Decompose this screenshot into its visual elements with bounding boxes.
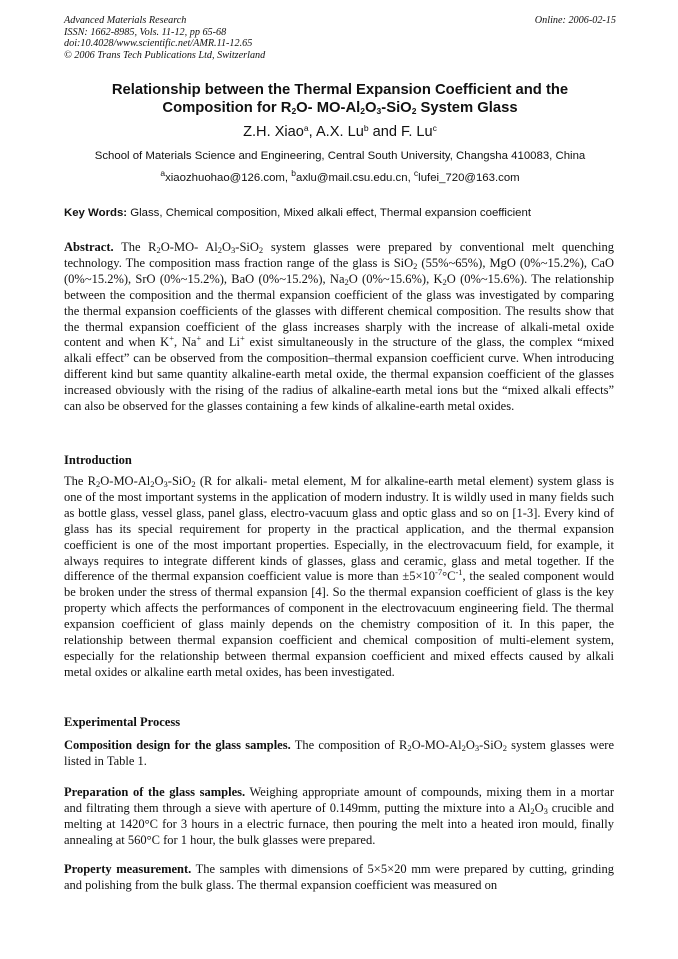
abstract-label: Abstract. [64,240,114,254]
journal-header [64,15,616,61]
property-paragraph: Property measurement. The samples with dimensions of 5×5×20 mm were prepared by cutting, grinding and polishing from the bulk glass. The thermal expansion coefficient was measured on [64,862,614,892]
paper-title [60,81,620,117]
introduction-paragraph: The $R_2O-MO-Al_2O_3-SiO_2$ (R for alkali- metal element, M for alkaline-earth metal element) system glass is one of the most important systems in the application of modern industry. It is wildly used in many fields such as bottle glass, vessel glass, panel glass, electro-vacuum glass and optic glass and so on [1-3]. Every kind of glass has its special requirement for property in the practical application, and the thermal expansion coefficient is one of the most important properties. Especially, in the electrovacuum field, for example, it always requires to integrate different kinds of glasses, glass and ceramic, glass and metal together. If the difference of the thermal expansion coefficient value is more than $\pm 5\times 10^{-7}^\circ C^{-1}$, the sealed component would be broken under the stress of thermal expansion [4]. So the thermal expansion coefficient of glass is the key property which affects the performances of component in the electrovacuum engineering field. The thermal expansion coefficient of glass mainly depends on the chemistry composition of it. In this paper, the relationship between thermal expansion coefficient and chemical composition of multi-element system, especially for the relationship between thermal expansion coefficient and mixed effects caused by alkali metal oxides or alkaline earth metal oxides, has been investigated. [64,474,614,679]
author-1: Z.H. Xiao [243,124,304,140]
experimental-heading: Experimental Process [64,715,181,729]
author-emails: $^a$xiaozhuohao@126.com, $^b$axlu@mail.csu.edu.cn, $^c$lufei_720@163.com [160,168,520,184]
email-c[interactable]: lufei_720@163.com [418,172,520,184]
title-line-1: Relationship between the Thermal Expansion Coefficient and the [111,82,569,98]
title-line-2: Composition for $R_2O-$ $MO-Al_2O_3-SiO_2$ System Glass [162,100,518,116]
keywords [64,205,624,221]
keywords-label: Key Words: [64,207,128,219]
composition-paragraph: Composition design for the glass samples. The composition of $R_2O-MO-Al_2O_3-SiO_2$ system glasses were listed in Table 1. [64,738,615,768]
email-a[interactable]: xiaozhuohao@126.com, [165,172,292,184]
journal-name: Advanced Materials Research [64,15,187,26]
doi-line: doi:10.4028/www.scientific.net/AMR.11-12.65 [64,38,253,50]
affiliation: School of Materials Science and Engineering, Central South University, Changsha 410083, China [94,150,586,162]
property-label: Property measurement. [64,862,192,876]
abstract-paragraph: Abstract. The $R_2O-MO-$ $Al_2O_3-SiO_2$ system glasses were prepared by conventional melt quenching technology. The composition mass fraction range of the glass is SiO$_2$ (55%~65%), MgO (0%~15.2%), CaO (0%~15.2%), SrO (0%~15.2%), BaO (0%~15.2%), $Na_2O$ (0%~15.6%), $K_2O$ (0%~15.6%). The relationship between the composition and the thermal expansion coefficient of the glass was investigated by comparing the thermal expansion coefficients of the glasses with different chemical composition. The results show that the thermal expansion coefficient of the glass increases sharply with the increase of alkali-metal oxide content and when K+, Na+ and Li+ exist simultaneously in the structure of the glass, the complex “mixed alkali effect” can be observed from the composition–thermal expansion coefficient curve. When introducing different kind but same quantity alkaline-earth metal oxide, the thermal expansion coefficient of the glasses increased obviously with the rising of the radius of alkaline-earth metal ions but the “mixed alkali effects” can also be observed for the glasses containing a few kinds of alkaline-earth metal oxides. [64,240,615,414]
introduction-heading: Introduction [64,453,132,467]
author-3: F. Lu [401,124,433,140]
keywords-text: Glass, Chemical composition, Mixed alkali effect, Thermal expansion coefficient [127,207,532,219]
issn-line: ISSN: 1662-8985, Vols. 11-12, pp 65-68 [64,26,227,38]
online-date: Online: 2006-02-15 [534,15,616,26]
email-b[interactable]: axlu@mail.csu.edu.cn, [295,172,414,184]
preparation-paragraph: Preparation of the glass samples. Weighing appropriate amount of compounds, mixing them in a mortar and filtrating them through a sieve with aperture of 0.149mm, putting the mixture into a $Al_2O_3$ crucible and melting at 1420°C for 3 hours in a electric furnace, then pouring the melt into a heated iron mould, finally annealing at 560°C for 1 hour, the bulk glasses were prepared. [64,785,614,847]
composition-label: Composition design for the glass samples. [64,738,291,752]
copyright-line: © 2006 Trans Tech Publications Ltd, Switzerland [64,49,266,61]
author-list: Z.H. Xiao$^a$, A.X. Lu$^b$ and F. Lu$^c$ [243,123,437,140]
author-2: A.X. Lu [315,124,364,140]
preparation-label: Preparation of the glass samples. [64,785,246,799]
